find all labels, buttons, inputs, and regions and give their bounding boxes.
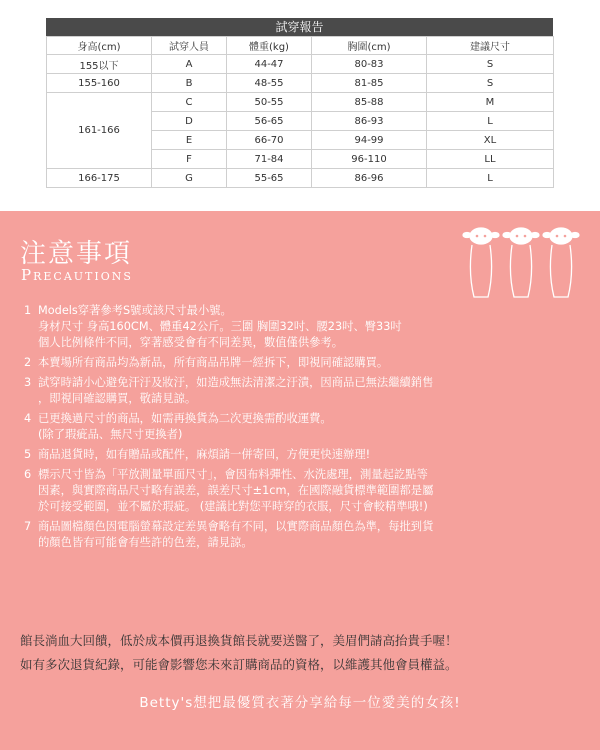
cell-size: S: [427, 74, 554, 93]
note-line: 因素，與實際商品尺寸略有誤差，誤差尺寸±1cm，在國際融貨標準範圍都是屬: [38, 484, 434, 497]
note-text: [38, 303, 584, 351]
cell-weight: 48-55: [227, 74, 312, 93]
precautions-panel: [0, 211, 600, 750]
cell-person: E: [152, 131, 227, 150]
list-item: [24, 355, 584, 371]
note-text: [38, 519, 584, 551]
header-height: 身高(cm): [47, 37, 152, 55]
cell-height: 155以下: [47, 55, 152, 74]
cell-height: 155-160: [47, 74, 152, 93]
closing-line: 如有多次退貨紀錄，可能會影響您未來訂購商品的資格，以維護其他會員權益。: [20, 657, 458, 672]
precautions-subheading: Precautions: [21, 266, 133, 284]
list-item: [24, 303, 584, 351]
fitting-report: [46, 18, 553, 188]
cell-chest: 80-83: [312, 55, 427, 74]
table-row: [47, 93, 554, 112]
note-line: ，即視同確認購買，敬請見諒。: [38, 392, 197, 405]
note-line: 身材尺寸 身高160CM、體重42公斤。三圍 胸圍32吋、腰23吋、臀33吋: [38, 320, 402, 333]
note-line: 商品圖檔顏色因電腦螢幕設定差異會略有不同，以實際商品顏色為準，每批到貨: [38, 520, 434, 533]
note-line: Models穿著參考S號或該尺寸最小號。: [38, 304, 232, 317]
precautions-heading: 注意事項: [20, 239, 133, 269]
header-chest: 胸圍(cm): [312, 37, 427, 55]
brand-tagline: Betty's想把最優質衣著分享給每一位愛美的女孩!: [139, 695, 461, 711]
note-line: 商品退貨時，如有贈品或配件，麻煩請一併寄回，方便更快速辦理!: [38, 448, 371, 461]
note-line: 個人比例條件不同，穿著感受會有不同差異，數值僅供參考。: [38, 336, 344, 349]
cell-size: S: [427, 55, 554, 74]
list-item: [24, 447, 584, 463]
note-line: 本賣場所有商品均為新品，所有商品吊牌一經拆下，即視同確認購買。: [38, 356, 389, 369]
table-row: [47, 55, 554, 74]
table-header-row: [47, 37, 554, 55]
note-number: 7: [24, 520, 32, 533]
note-text: [38, 467, 584, 515]
cell-chest: 86-93: [312, 112, 427, 131]
header-person: 試穿人員: [152, 37, 227, 55]
header-size: 建議尺寸: [427, 37, 554, 55]
note-number: 5: [24, 448, 32, 461]
closing-line: 館長淌血大回饋，低於成本價再退換貨館長就要送醫了，美眉們請高抬貴手喔！: [20, 633, 458, 648]
note-text: [38, 411, 584, 443]
cell-weight: 44-47: [227, 55, 312, 74]
cell-size: M: [427, 93, 554, 112]
cell-height: 161-166: [47, 93, 152, 169]
table-row: [47, 74, 554, 93]
cell-person: A: [152, 55, 227, 74]
closing-message: [20, 629, 590, 677]
precautions-list: [24, 303, 584, 555]
list-item: [24, 519, 584, 551]
table-row: [47, 169, 554, 188]
note-number: 3: [24, 376, 32, 389]
list-item: [24, 375, 584, 407]
cell-weight: 56-65: [227, 112, 312, 131]
note-line: 標示尺寸皆為「平放測量單面尺寸」，會因布料彈性、水洗處理，測量起訖點等: [38, 468, 428, 481]
three-sheep-mascots-icon: [462, 223, 580, 303]
cell-size: LL: [427, 150, 554, 169]
cell-person: C: [152, 93, 227, 112]
note-number: 2: [24, 356, 32, 369]
cell-height: 166-175: [47, 169, 152, 188]
cell-chest: 81-85: [312, 74, 427, 93]
cell-chest: 85-88: [312, 93, 427, 112]
cell-chest: 96-110: [312, 150, 427, 169]
cell-weight: 71-84: [227, 150, 312, 169]
cell-person: B: [152, 74, 227, 93]
note-line: 的顏色皆有可能會有些許的色差，請見諒。: [38, 536, 253, 549]
note-line: 已更換過尺寸的商品，如需再換貨為二次更換需酌收運費。: [38, 412, 332, 425]
report-title: 試穿報告: [46, 18, 553, 36]
list-item: [24, 467, 584, 515]
cell-chest: 86-96: [312, 169, 427, 188]
note-number: 6: [24, 468, 32, 481]
note-line: 試穿時請小心避免汗汙及妝汙，如造成無法清潔之汙漬，因商品已無法繼續銷售: [38, 376, 434, 389]
cell-person: G: [152, 169, 227, 188]
note-number: 4: [24, 412, 32, 425]
cell-weight: 50-55: [227, 93, 312, 112]
note-number: 1: [24, 304, 32, 317]
cell-weight: 55-65: [227, 169, 312, 188]
note-text: [38, 355, 584, 371]
note-text: [38, 447, 584, 463]
cell-chest: 94-99: [312, 131, 427, 150]
cell-weight: 66-70: [227, 131, 312, 150]
cell-person: F: [152, 150, 227, 169]
note-text: [38, 375, 584, 407]
cell-size: L: [427, 112, 554, 131]
cell-size: XL: [427, 131, 554, 150]
note-line: (除了瑕疵品、無尺寸更換者): [38, 428, 183, 441]
header-weight: 體重(kg): [227, 37, 312, 55]
cell-size: L: [427, 169, 554, 188]
fitting-table: [46, 36, 554, 188]
cell-person: D: [152, 112, 227, 131]
note-line: 於可接受範圍，並不屬於瑕疵。 (建議比對您平時穿的衣服，尺寸會較精準哦!): [38, 500, 428, 513]
list-item: [24, 411, 584, 443]
